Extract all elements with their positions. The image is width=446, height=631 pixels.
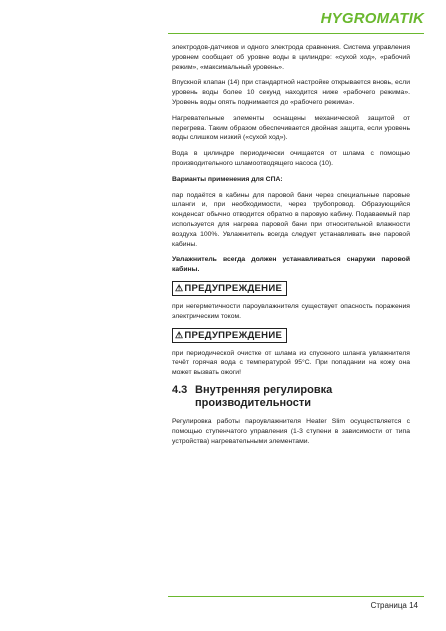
warning-text: при негерметичности пароувлажнителя существует опасность поражения электрическим током. bbox=[172, 302, 410, 320]
body-paragraph: Вода в цилиндре периодически очищается от шлама с помощью производительного шламоотводящего насоса (10). bbox=[172, 150, 410, 167]
warning-triangle-icon: ⚠ bbox=[175, 282, 184, 293]
body-paragraph: электродов-датчиков и одного электрода сравнения. Система управления уровнем сообщает об уровне воды в цилиндре: «сухой ход», «рабочий режим», «максимальный уровень». bbox=[172, 44, 410, 71]
brand-logo-accent: MATIK bbox=[376, 10, 424, 27]
warning-triangle-icon: ⚠ bbox=[175, 329, 184, 340]
bold-notice: Увлажнитель всегда должен устанавливаться снаружи паровой кабины. bbox=[172, 256, 410, 274]
body-paragraph: пар подаётся в кабины для паровой бани через специальные паровые шланги и, при необходимости, через трубопровод. Образующийся конденсат обычно отводится обратно в паровую кабину. Подаваемый пар используется для нагрева паровой бани при относительной влажности воздуха 100%. Увлажнитель всегда следует устанавливать вне паровой кабины. bbox=[172, 191, 410, 248]
warning-label bbox=[172, 328, 287, 343]
footer-divider bbox=[168, 596, 424, 597]
page-number: Страница 14 bbox=[370, 601, 418, 610]
body-paragraph: Впускной клапан (14) при стандартной настройке открывается вновь, если уровень воды более 10 секунд находится ниже «рабочего режима». Уровень воды опять поднимается до «рабочего режима». bbox=[172, 79, 410, 106]
warning-label bbox=[172, 281, 287, 296]
section-number: 4.3 bbox=[172, 383, 188, 396]
body-paragraph: Нагревательные элементы оснащены механической защитой от перегрева. Таким образом обеспечивается двойная защита, если уровень воды слишком низкий («сухой ход»). bbox=[172, 114, 410, 142]
warning-label-text: ПРЕДУПРЕЖДЕНИЕ bbox=[184, 282, 283, 294]
warning-label-text: ПРЕДУПРЕЖДЕНИЕ bbox=[184, 329, 283, 341]
brand-logo-main: HYGRO bbox=[320, 10, 377, 27]
header-divider bbox=[168, 33, 424, 34]
section-heading bbox=[172, 384, 410, 410]
spa-subheading: Варианты применения для СПА: bbox=[172, 175, 283, 183]
page-content bbox=[172, 43, 410, 452]
brand-logo bbox=[321, 10, 424, 27]
section-title: Внутренняя регулировка производительности bbox=[195, 383, 333, 409]
warning-text: при периодической очистке от шлама из спускного шланга увлажнителя течёт горячая вода с температурой 95°C. При попадании на кожу она может вызвать ожоги! bbox=[172, 349, 410, 377]
section-paragraph: Регулировка работы пароувлажнителя Heater Slim осуществляется с помощью ступенчатого управления (1-3 ступени в зависимости от типа устройства) нагревательными элементами. bbox=[172, 417, 410, 445]
